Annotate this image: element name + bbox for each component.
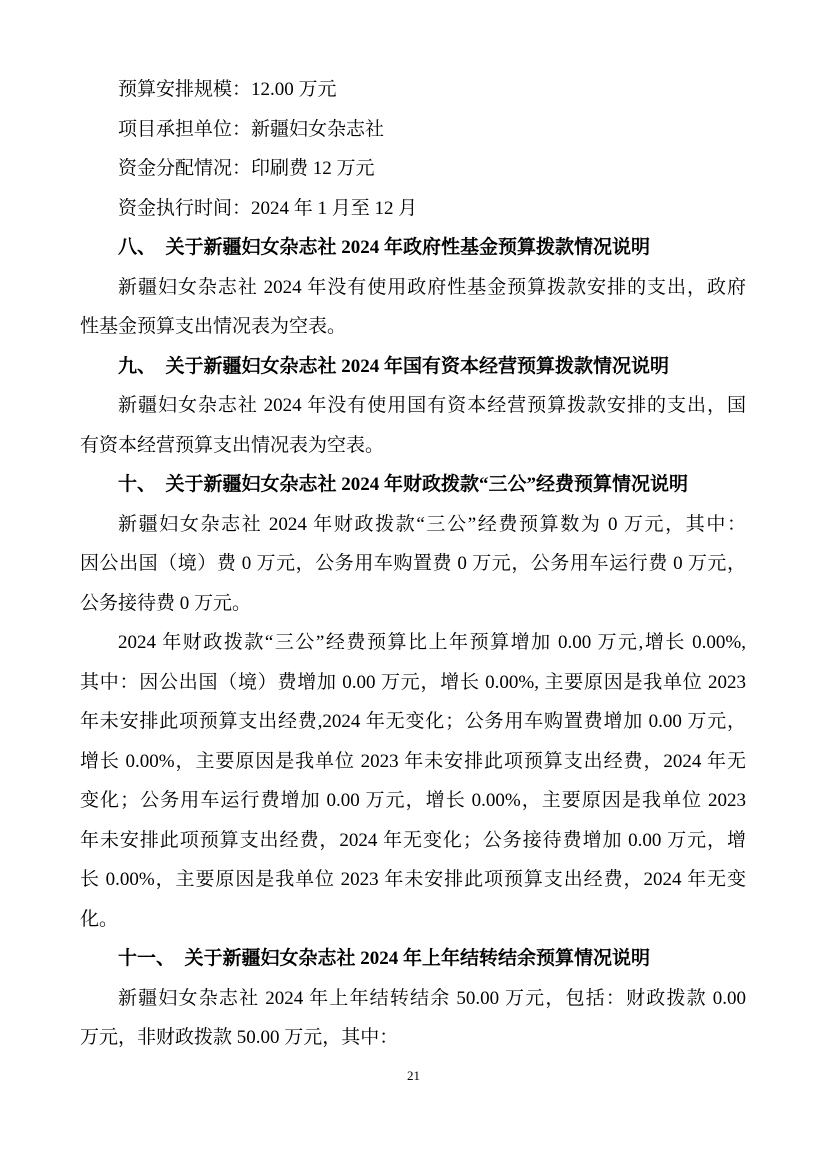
paragraph-line: 性基金预算支出情况表为空表。 [80, 316, 347, 337]
paragraph-line: 长 0.00%，主要原因是我单位 2023 年未安排此项预算支出经费，2024 年无变 [80, 869, 746, 890]
page-number: 21 [407, 1068, 420, 1083]
section-heading: 八、 关于新疆妇女杂志社 2024 年政府性基金预算拨款情况说明 [118, 237, 651, 258]
paragraph-line: 新疆妇女杂志社 2024 年上年结转结余 50.00 万元，包括：财政拨款 0.00 [118, 987, 746, 1009]
paragraph-line: 有资本经营预算支出情况表为空表。 [80, 434, 385, 456]
paragraph-line: 增长 0.00%，主要原因是我单位 2023 年未安排此项预算支出经费，2024 年无 [80, 750, 746, 772]
paragraph-line: 2024 年财政拨款“三公”经费预算比上年预算增加 0.00 万元,增长 0.00%, [118, 632, 746, 653]
info-line: 资金执行时间：2024 年 1 月至 12 月 [118, 197, 418, 219]
paragraph-line: 年未安排此项预算支出经费,2024 年无变化；公务用车购置费增加 0.00 万元， [80, 711, 746, 732]
document-body [80, 70, 746, 1058]
section-heading: 十一、 关于新疆妇女杂志社 2024 年上年结转结余预算情况说明 [118, 948, 651, 969]
paragraph-line: 化。 [80, 908, 119, 930]
section-heading: 十、 关于新疆妇女杂志社 2024 年财政拨款“三公”经费预算情况说明 [118, 474, 689, 495]
paragraph-line: 其中：因公出国（境）费增加 0.00 万元，增长 0.00%, 主要原因是我单位 2023 [80, 671, 746, 693]
paragraph-line: 因公出国（境）费 0 万元，公务用车购置费 0 万元，公务用车运行费 0 万元， [80, 553, 746, 574]
info-line: 预算安排规模：12.00 万元 [118, 79, 337, 100]
paragraph-line: 公务接待费 0 万元。 [80, 592, 252, 614]
paragraph-line: 新疆妇女杂志社 2024 年没有使用政府性基金预算拨款安排的支出，政府 [118, 276, 746, 298]
paragraph-line: 变化；公务用车运行费增加 0.00 万元，增长 0.00%，主要原因是我单位 2023 [80, 790, 746, 811]
paragraph-line: 年未安排此项预算支出经费，2024 年无变化；公务接待费增加 0.00 万元，增 [80, 829, 746, 851]
section-heading: 九、 关于新疆妇女杂志社 2024 年国有资本经营预算拨款情况说明 [118, 355, 670, 377]
paragraph-line: 万元，非财政拨款 50.00 万元，其中： [80, 1027, 399, 1048]
paragraph-line: 新疆妇女杂志社 2024 年没有使用国有资本经营预算拨款安排的支出，国 [118, 395, 746, 416]
paragraph-line: 新疆妇女杂志社 2024 年财政拨款“三公”经费预算数为 0 万元，其中： [118, 513, 746, 535]
info-line: 项目承担单位：新疆妇女杂志社 [118, 118, 385, 140]
info-line: 资金分配情况：印刷费 12 万元 [118, 158, 375, 179]
